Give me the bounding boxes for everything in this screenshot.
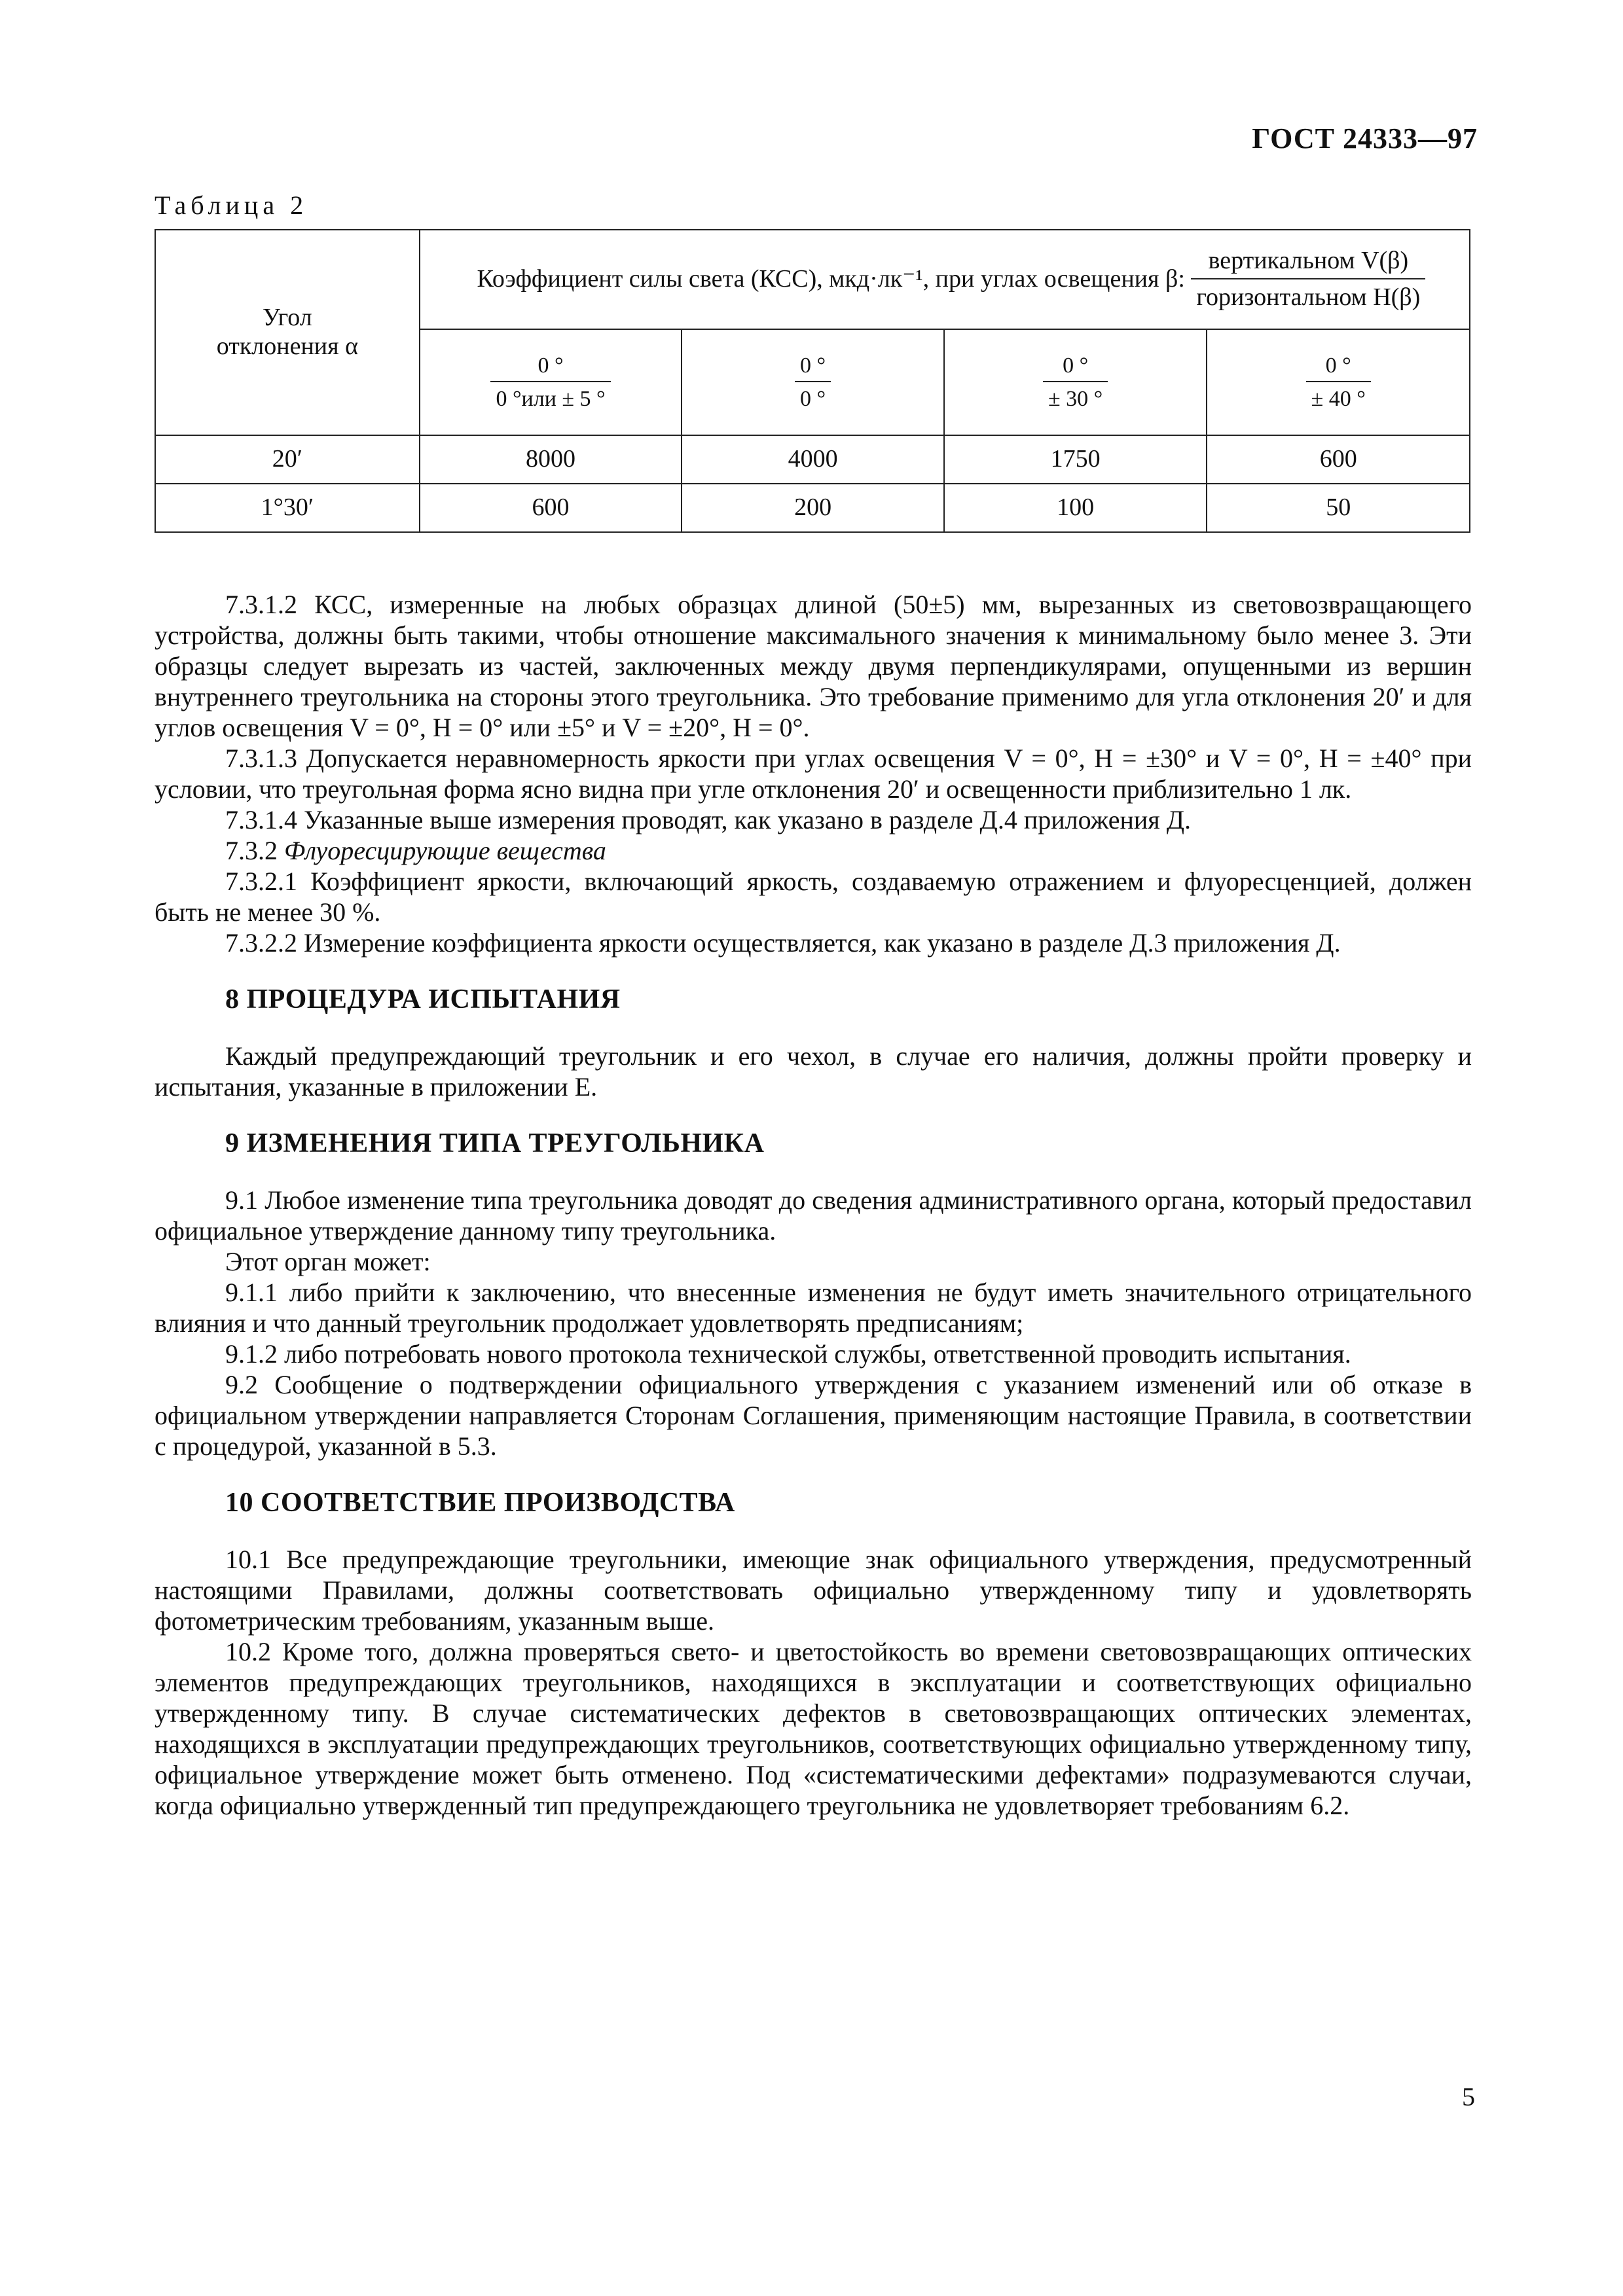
value-cell: 4000 [682, 435, 944, 484]
beta-fraction-denominator: горизонтальном H(β) [1191, 278, 1425, 312]
paragraph: 7.3.2.1 Коэффициент яркости, включающий яркость, создаваемую отражением и флуоресценцией, должен быть не менее 30 %. [155, 867, 1472, 927]
beta-fraction-numerator: вертикальном V(β) [1208, 247, 1409, 275]
paragraph: Каждый предупреждающий треугольник и его чехол, в случае его наличия, должны пройти проверку и испытания, указанные в приложении Е. [155, 1041, 1472, 1102]
paragraph: 9.1.2 либо потребовать нового протокола технической службы, ответственной проводить испытания. [225, 1339, 1351, 1369]
photometric-table [155, 229, 1470, 533]
section-heading: 8 ПРОЦЕДУРА ИСПЫТАНИЯ [225, 984, 621, 1014]
paragraph: 7.3.2.2 Измерение коэффициента яркости осуществляется, как указано в разделе Д.3 приложения Д. [225, 928, 1341, 958]
section-heading: 10 СООТВЕТСТВИЕ ПРОИЗВОДСТВА [225, 1488, 735, 1518]
clause-title: Флуоресцирующие вещества [284, 836, 606, 865]
table-caption: Таблица 2 [155, 190, 308, 220]
column-angle-header: $\frac{0 ^\circ}{\pm 30 ^\circ}$ [944, 329, 1207, 435]
column-angle-header: $\frac{0 ^\circ}{\pm 40 ^\circ}$ [1207, 329, 1470, 435]
table-row [155, 484, 1470, 532]
column-angle-header: $\frac{0 ^\circ}{\text{0 °или ± 5 °}}$ [420, 329, 682, 435]
column-angle-header: $\frac{0 ^\circ}{0 ^\circ}$ [682, 329, 944, 435]
row-header-cell [155, 230, 420, 435]
value-cell: 100 [944, 484, 1207, 532]
paragraph [155, 835, 1472, 866]
beta-fraction [1191, 247, 1425, 312]
document-code: ГОСТ 24333—97 [1252, 122, 1478, 154]
value-cell: 1750 [944, 435, 1207, 484]
paragraph: Этот орган может: [225, 1247, 431, 1276]
paragraph: 9.1 Любое изменение типа треугольника доводят до сведения административного органа, который предоставил официальное утверждение данному типу треугольника. [155, 1185, 1472, 1246]
paragraph: 10.1 Все предупреждающие треугольники, имеющие знак официального утверждения, предусмотренный настоящими Правилами, должны соответствовать официально утвержденному типу и удовлетворять фотометрическим требованиям, указанным выше. [155, 1545, 1472, 1636]
paragraph: 7.3.1.3 Допускается неравномерность яркости при углах освещения V = 0°, H = ±30° и V = 0°, H = ±40° при условии, что треугольная форма ясно видна при угле отклонения 20′ и освещенности приблизительно 1 лк. [155, 744, 1472, 804]
value-cell: 200 [682, 484, 944, 532]
angle-cell: 1°30′ [155, 484, 420, 532]
clause-number: 7.3.2 [225, 836, 284, 865]
angle-cell: 20′ [155, 435, 420, 484]
row-header-label: Угол отклонения α [216, 304, 359, 360]
col-header-main: Коэффициент силы света (КСС), мкд·лк⁻¹, при углах освещения β: [477, 265, 1185, 293]
paragraph: 10.2 Кроме того, должна проверяться свето- и цветостойкость во времени световозвращающих оптических элементов предупреждающих треугольников, находящихся в эксплуатации и соответствующих официально утвержденному типу. В случае систематических дефектов в световозвращающих оптических элементах, находящихся в эксплуатации предупреждающих треугольников, соответствующих официально утвержденному типу, официальное утверждение может быть отменено. Под «систематическими дефектами» подразумеваются случаи, когда официально утвержденный тип предупреждающего треугольника не удовлетворяет требованиям 6.2. [155, 1637, 1472, 1820]
value-cell: 600 [1207, 435, 1470, 484]
value-cell: 8000 [420, 435, 682, 484]
paragraph: 7.3.1.2 КСС, измеренные на любых образцах длиной (50±5) мм, вырезанных из световозвращающего устройства, должны быть такими, чтобы отношение максимального значения к минимальному было менее 3. Эти образцы следует вырезать из частей, заключенных между двумя перпендикулярами, опущенными из вершин внутреннего треугольника на стороны этого треугольника. Это требование применимо для угла отклонения 20′ и для углов освещения V = 0°, H = 0° или ±5° и V = ±20°, H = 0°. [155, 590, 1472, 742]
paragraph: 7.3.1.4 Указанные выше измерения проводят, как указано в разделе Д.4 приложения Д. [225, 805, 1191, 834]
paragraph: 9.1.1 либо прийти к заключению, что внесенные изменения не будут иметь значительного отрицательного влияния и что данный треугольник продолжает удовлетворять предписаниям; [155, 1278, 1472, 1338]
document-body [155, 589, 1472, 1821]
page-number: 5 [1462, 2082, 1475, 2111]
paragraph: 9.2 Сообщение о подтверждении официального утверждения с указанием изменений или об отказе в официальном утверждении направляется Сторонам Соглашения, применяющим настоящие Правила, в соответствии с процедурой, указанной в 5.3. [155, 1370, 1472, 1461]
table-row [155, 435, 1470, 484]
value-cell: 600 [420, 484, 682, 532]
col-header-main-cell [420, 230, 1470, 329]
value-cell: 50 [1207, 484, 1470, 532]
section-heading: 9 ИЗМЕНЕНИЯ ТИПА ТРЕУГОЛЬНИКА [225, 1128, 765, 1158]
